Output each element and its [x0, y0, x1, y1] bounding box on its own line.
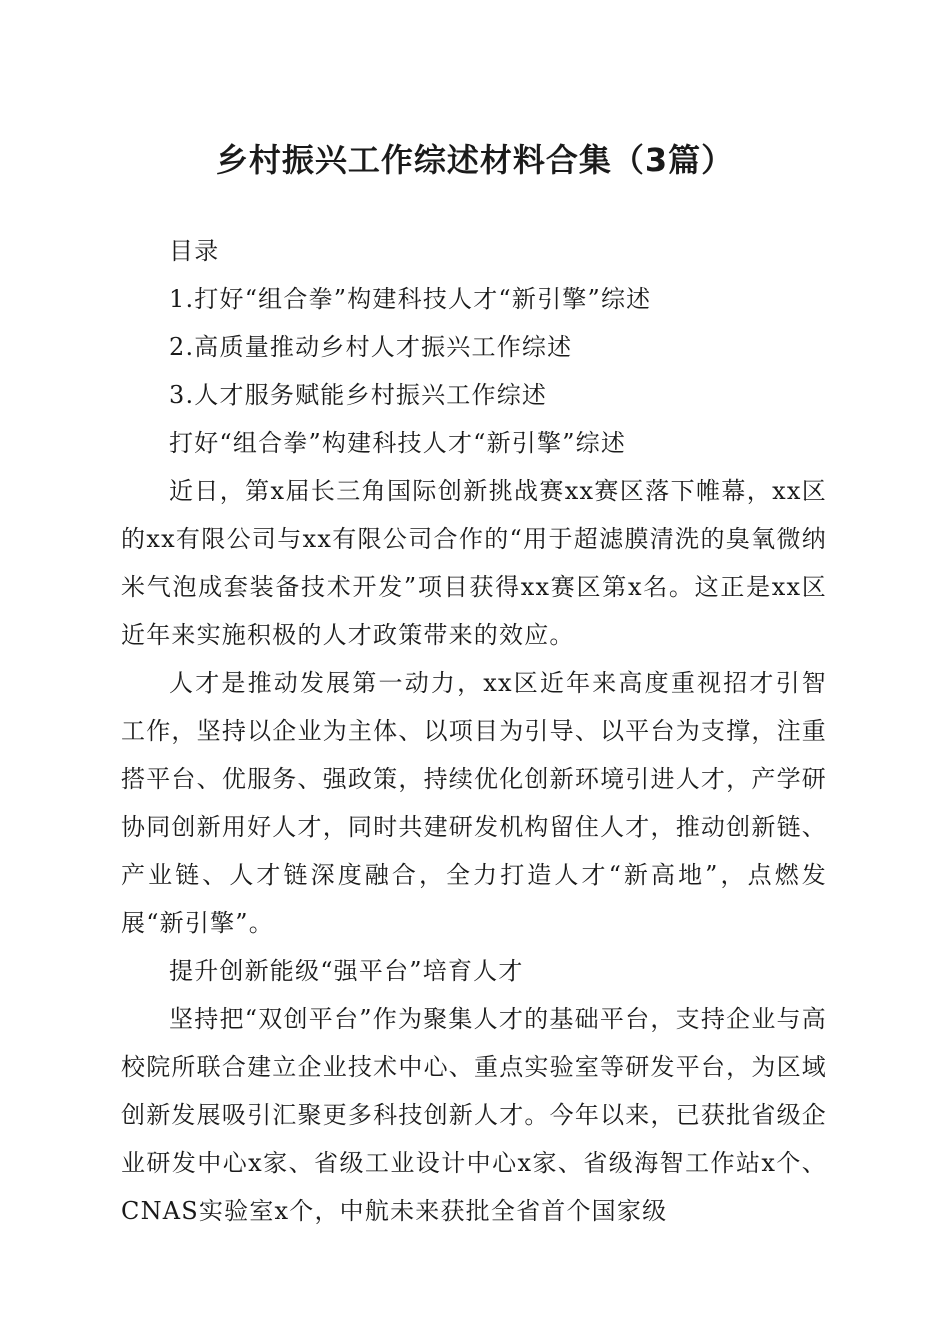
paragraph: 人才是推动发展第一动力，xx区近年来高度重视招才引智工作，坚持以企业为主体、以项目为引导、以平台为支撑，注重搭平台、优服务、强政策，持续优化创新环境引进人才，产学研协同创新用好人才，同时共建研发机构留住人才，推动创新链、产业链、人才链深度融合，全力打造人才“新高地”，点燃发展“新引擎”。 [121, 669, 827, 937]
document-body [121, 227, 827, 1235]
document-title: 乡村振兴工作综述材料合集（3篇） [215, 141, 735, 179]
paragraph: 近日，第x届长三角国际创新挑战赛xx赛区落下帷幕，xx区的xx有限公司与xx有限公司合作的“用于超滤膜清洗的臭氧微纳米气泡成套装备技术开发”项目获得xx赛区第x名。这正是xx区近年来实施积极的人才政策带来的效应。 [121, 477, 827, 649]
article-title: 打好“组合拳”构建科技人才“新引擎”综述 [169, 429, 627, 457]
toc-heading: 目录 [169, 237, 220, 265]
toc-item-1: 1.打好“组合拳”构建科技人才“新引擎”综述 [169, 285, 652, 313]
toc-item-2: 2.高质量推动乡村人才振兴工作综述 [169, 333, 573, 361]
toc-item-3: 3.人才服务赋能乡村振兴工作综述 [169, 381, 548, 409]
section-heading: 提升创新能级“强平台”培育人才 [169, 957, 524, 985]
paragraph: 坚持把“双创平台”作为聚集人才的基础平台，支持企业与高校院所联合建立企业技术中心、重点实验室等研发平台，为区域创新发展吸引汇聚更多科技创新人才。今年以来，已获批省级企业研发中心x家、省级工业设计中心x家、省级海智工作站x个、CNAS实验室x个，中航未来获批全省首个国家级 [121, 1005, 827, 1225]
